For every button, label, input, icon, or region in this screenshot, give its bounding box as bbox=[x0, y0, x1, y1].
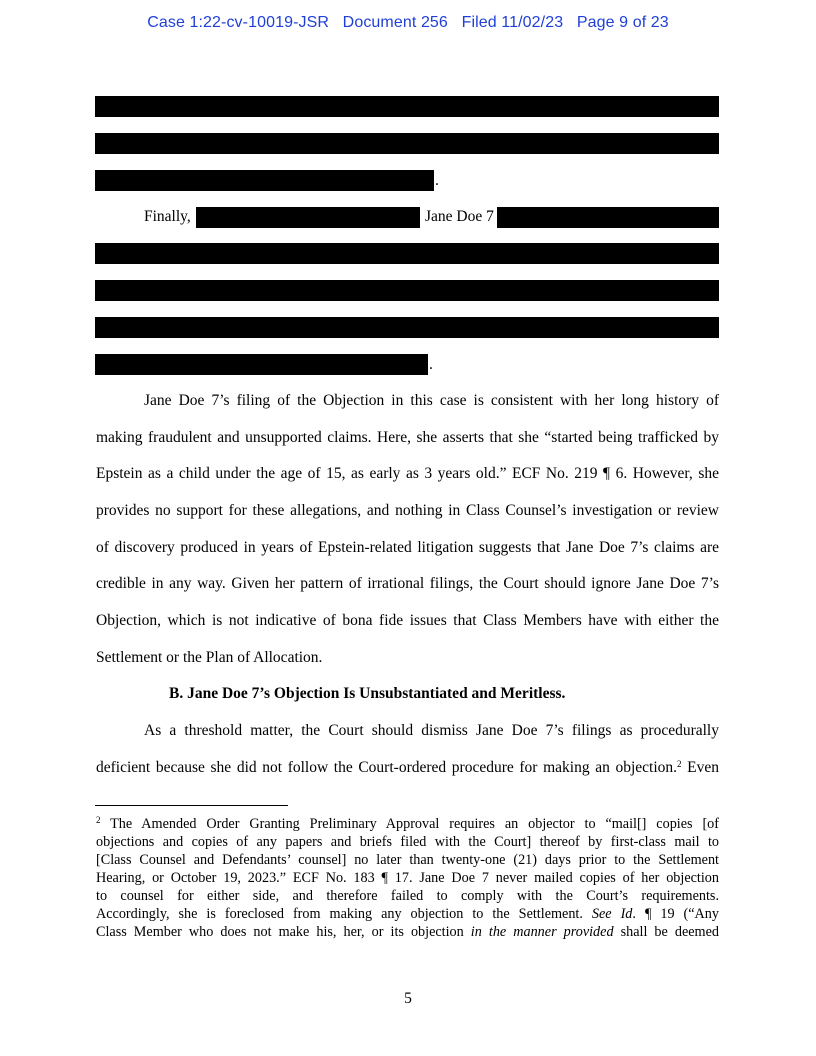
paragraph-text: Even bbox=[681, 759, 719, 776]
redaction-bar bbox=[95, 280, 719, 301]
paragraph-line: Settlement or the Plan of Allocation. bbox=[96, 649, 323, 666]
footnote-line bbox=[96, 905, 719, 923]
paragraph-line: Objection, which is not indicative of bona fide issues that Class Members have with either the bbox=[96, 612, 719, 629]
footnote-line bbox=[96, 815, 719, 833]
redaction-bar bbox=[95, 170, 434, 191]
emphasized-text: in the manner provided bbox=[470, 924, 614, 940]
redaction-bar bbox=[497, 207, 719, 228]
paragraph-line: provides no support for these allegations, and nothing in Class Counsel’s investigation or review bbox=[96, 502, 719, 519]
footnote-line bbox=[96, 923, 719, 941]
paragraph-line: Epstein as a child under the age of 15, as early as 3 years old.” ECF No. 219 ¶ 6. However, she bbox=[96, 465, 719, 482]
case-header bbox=[0, 14, 816, 32]
paragraph-line: credible in any way. Given her pattern of irrational filings, the Court should ignore Jane Doe 7’s bbox=[96, 575, 719, 592]
footnote-reference[interactable]: 2 bbox=[677, 759, 682, 769]
citation-signal: See Id bbox=[591, 906, 633, 922]
redaction-trailing-period: . bbox=[435, 172, 439, 189]
redaction-bar bbox=[95, 133, 719, 154]
document-number: Document 256 bbox=[342, 14, 448, 31]
paragraph-line bbox=[96, 758, 719, 778]
footnote-separator bbox=[95, 805, 288, 806]
footnote-line: [Class Counsel and Defendants’ counsel] no later than twenty-one (21) days prior to the Settlement bbox=[96, 852, 719, 868]
jane-doe-text: Jane Doe 7 bbox=[425, 208, 494, 225]
footnote-text: shall be deemed bbox=[613, 924, 719, 940]
finally-text: Finally, bbox=[144, 208, 191, 225]
footnote-line: to counsel for either side, and therefore failed to comply with the Court’s requirements. bbox=[96, 888, 719, 904]
paragraph-line: As a threshold matter, the Court should dismiss Jane Doe 7’s filings as procedurally bbox=[144, 722, 719, 739]
paragraph-line: Jane Doe 7’s filing of the Objection in this case is consistent with her long history of bbox=[144, 392, 719, 409]
case-number: Case 1:22-cv-10019-JSR bbox=[147, 14, 330, 31]
redaction-bar bbox=[95, 317, 719, 338]
footnote-line: objections and copies of any papers and briefs filed with the Court] thereof by first-class mail to bbox=[96, 834, 719, 850]
redaction-bar bbox=[95, 243, 719, 264]
paragraph-text: deficient because she did not follow the Court-ordered procedure for making an objection. bbox=[96, 759, 678, 776]
page-number: 5 bbox=[404, 990, 412, 1007]
redaction-bar bbox=[95, 96, 719, 117]
footnote-text: Accordingly, she is foreclosed from making any objection to the Settlement. bbox=[96, 906, 592, 922]
footnote-text: Class Member who does not make his, her, or its objection bbox=[96, 924, 471, 940]
footnote-text: The Amended Order Granting Preliminary Approval requires an objector to “mail[] copies [of bbox=[110, 816, 719, 832]
paragraph-line: of discovery produced in years of Epstein-related litigation suggests that Jane Doe 7’s claims are bbox=[96, 539, 719, 556]
page-of-total: Page 9 of 23 bbox=[576, 14, 669, 31]
footnote-line: Hearing, or October 19, 2023.” ECF No. 183 ¶ 17. Jane Doe 7 never mailed copies of her objection bbox=[96, 870, 719, 886]
footnote-text: . ¶ 19 (“Any bbox=[632, 906, 719, 922]
redaction-bar bbox=[196, 207, 420, 228]
filed-date: Filed 11/02/23 bbox=[461, 14, 564, 31]
redaction-bar bbox=[95, 354, 428, 375]
redaction-trailing-period: . bbox=[429, 356, 433, 373]
section-heading: B. Jane Doe 7’s Objection Is Unsubstantiated and Meritless. bbox=[169, 685, 566, 702]
paragraph-line: making fraudulent and unsupported claims. Here, she asserts that she “started being trafficked by bbox=[96, 429, 719, 446]
footnote-marker: 2 bbox=[96, 815, 101, 825]
